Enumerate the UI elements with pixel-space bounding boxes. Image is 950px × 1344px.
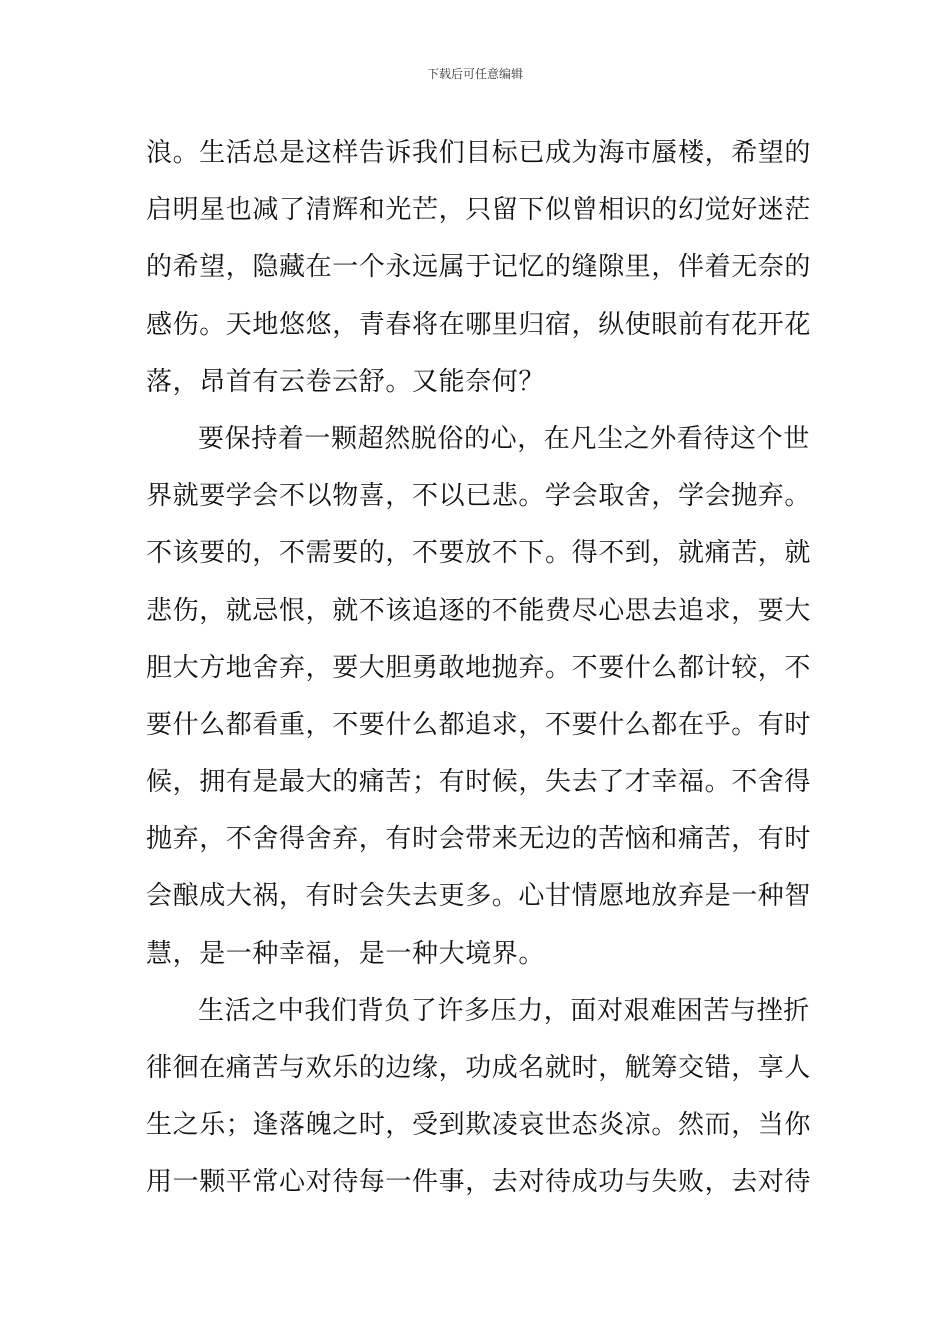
document-body bbox=[146, 131, 812, 1218]
text-line: 徘徊在痛苦与欢乐的边缘，功成名就时，觥筹交错，享人 bbox=[146, 1053, 812, 1083]
text-line: 胆大方地舍弃，要大胆勇敢地抛弃。不要什么都计较，不 bbox=[146, 652, 812, 683]
text-line: 的希望，隐藏在一个永远属于记忆的缝隙里，伴着无奈的 bbox=[146, 252, 812, 283]
page-header: 下载后可任意编辑 bbox=[426, 67, 523, 81]
text-line: 候，拥有是最大的痛苦；有时候，失去了才幸福。不舍得 bbox=[146, 767, 812, 798]
paragraph-first-line: 生活之中我们背负了许多压力，面对艰难困苦与挫折 bbox=[198, 995, 810, 1026]
text-line: 会酿成大祸，有时会失去更多。心甘情愿地放弃是一种智 bbox=[146, 881, 812, 912]
text-line: 抛弃，不舍得舍弃，有时会带来无边的苦恼和痛苦，有时 bbox=[146, 824, 812, 855]
text-line: 悲伤，就忌恨，就不该追逐的不能费尽心思去追求，要大 bbox=[146, 595, 812, 626]
text-line: 生之乐；逢落魄之时，受到欺凌哀世态炎凉。然而，当你 bbox=[146, 1110, 812, 1141]
paragraph-first-line: 要保持着一颗超然脱俗的心，在凡尘之外看待这个世 bbox=[198, 423, 810, 454]
text-line: 界就要学会不以物喜，不以已悲。学会取舍，学会抛弃。 bbox=[146, 481, 812, 512]
text-line: 启明星也减了清辉和光芒，只留下似曾相识的幻觉好迷茫 bbox=[146, 195, 812, 226]
text-line: 慧，是一种幸福，是一种大境界。 bbox=[146, 938, 546, 969]
text-line: 用一颗平常心对待每一件事，去对待成功与失败，去对待 bbox=[146, 1167, 812, 1198]
text-line: 感伤。天地悠悠，青春将在哪里归宿，纵使眼前有花开花 bbox=[146, 309, 812, 340]
text-line: 不该要的，不需要的，不要放不下。得不到，就痛苦，就 bbox=[146, 538, 812, 569]
text-line: 落，昂首有云卷云舒。又能奈何？ bbox=[146, 366, 546, 397]
text-line: 浪。生活总是这样告诉我们目标已成为海市蜃楼，希望的 bbox=[146, 138, 812, 168]
text-line: 要什么都看重，不要什么都追求，不要什么都在乎。有时 bbox=[146, 709, 812, 740]
